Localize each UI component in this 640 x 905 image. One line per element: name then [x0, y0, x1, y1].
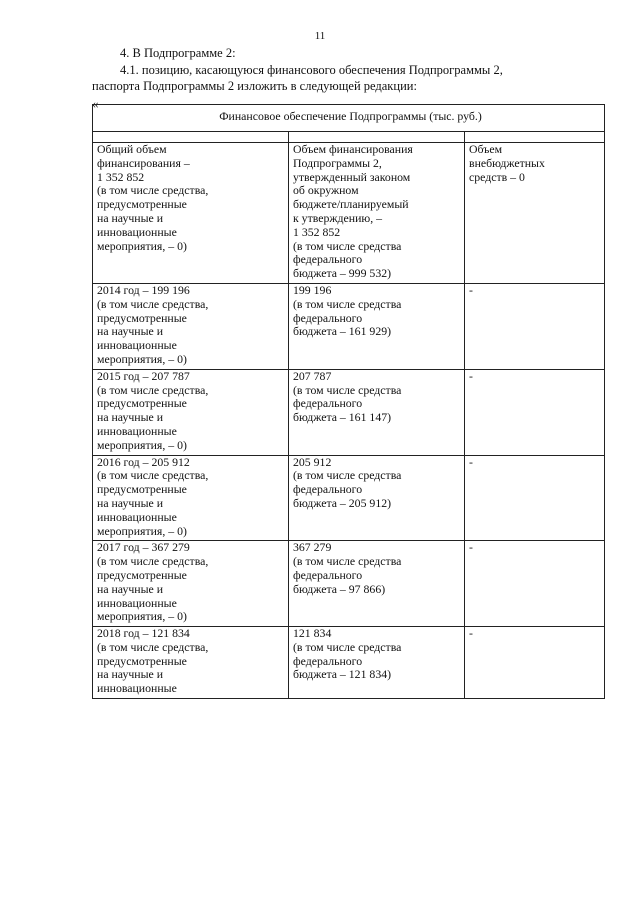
financing-table — [92, 104, 605, 699]
row-2016-extrabudgetary: - — [465, 455, 605, 541]
row-2015-total — [93, 369, 289, 455]
cell-text-line: федерального — [293, 396, 363, 411]
cell-text-line: 205 912 — [293, 454, 332, 469]
intro-line-3: паспорта Подпрограммы 2 изложить в следующей редакции: — [92, 79, 417, 93]
cell-text-line: 1 352 852 — [293, 224, 341, 239]
cell-text-line: 1 352 852 — [97, 169, 145, 184]
cell-text-line: предусмотренные — [97, 482, 187, 497]
cell-text-line: Объем — [469, 142, 503, 156]
cell-text-line: федерального — [293, 252, 363, 267]
cell-text-line: бюджета – 97 866) — [293, 581, 386, 596]
table-title-row — [93, 105, 605, 132]
cell-text-line: 2015 год – 207 787 — [97, 368, 190, 383]
cell-text-line: предусмотренные — [97, 310, 187, 325]
row-2017-subprogram — [289, 541, 465, 627]
cell-text-line: 2014 год – 199 196 — [97, 282, 190, 297]
cell-text-line: федерального — [293, 653, 363, 668]
row-2018-extrabudgetary: - — [465, 627, 605, 699]
cell-text-line: инновационные — [97, 423, 177, 438]
cell-text-line: инновационные — [97, 595, 177, 610]
table-row — [93, 283, 605, 369]
cell-text-line: (в том числе средства — [293, 639, 402, 654]
cell-text-line: федерального — [293, 310, 363, 325]
cell-text-line: на научные и — [97, 667, 164, 682]
intro-line-1: 4. В Подпрограмме 2: — [120, 46, 236, 60]
row-2014-extrabudgetary: - — [465, 283, 605, 369]
cell-text-line: предусмотренные — [97, 653, 187, 668]
cell-text-line: мероприятия, – 0) — [97, 523, 187, 538]
table-header-row — [93, 143, 605, 284]
row-2016-total — [93, 455, 289, 541]
cell-text-line: 2017 год – 367 279 — [97, 540, 190, 555]
row-2015-extrabudgetary: - — [465, 369, 605, 455]
cell-text-line: 2018 год – 121 834 — [97, 626, 190, 641]
opening-quote: « — [92, 96, 99, 111]
cell-text-line: (в том числе средства, — [97, 183, 209, 198]
page-number: 11 — [314, 30, 326, 42]
cell-text-line: на научные и — [97, 495, 164, 510]
row-2017-extrabudgetary: - — [465, 541, 605, 627]
cell-text-line: бюджете/планируемый — [293, 197, 409, 212]
cell-text-line: бюджета – 161 929) — [293, 324, 392, 339]
cell-text-line: федерального — [293, 482, 363, 497]
table-row — [93, 455, 605, 541]
cell-text-line: на научные и — [97, 410, 164, 425]
cell-text-line: мероприятия, – 0) — [97, 609, 187, 624]
cell-text-line: предусмотренные — [97, 396, 187, 411]
row-2018-total — [93, 627, 289, 699]
table-row — [93, 541, 605, 627]
cell-text-line: предусмотренные — [97, 197, 187, 212]
cell-text-line: мероприятия, – 0) — [97, 238, 187, 253]
cell-text-line: бюджета – 121 834) — [293, 667, 392, 682]
cell-text-line: (в том числе средства, — [97, 554, 209, 569]
cell-text-line: (в том числе средства, — [97, 468, 209, 483]
cell-text-line: (в том числе средства — [293, 238, 402, 253]
cell-text-line: Подпрограммы 2, — [293, 155, 382, 170]
cell-text-line: об окружном — [293, 183, 359, 198]
cell-text-line: бюджета – 161 147) — [293, 410, 392, 425]
row-2018-subprogram — [289, 627, 465, 699]
cell-text-line: средств – 0 — [469, 169, 525, 184]
cell-text-line: бюджета – 999 532) — [293, 266, 392, 281]
cell-text-line: к утверждению, – — [293, 210, 382, 225]
header-subprogram-funding — [289, 143, 465, 284]
cell-text-line: предусмотренные — [97, 567, 187, 582]
cell-text-line: 207 787 — [293, 368, 332, 383]
row-2014-total — [93, 283, 289, 369]
row-2016-subprogram — [289, 455, 465, 541]
cell-text-line: на научные и — [97, 324, 164, 339]
cell-text-line: на научные и — [97, 581, 164, 596]
cell-text-line: Объем финансирования — [293, 142, 413, 156]
cell-text-line: (в том числе средства, — [97, 639, 209, 654]
table-title: Финансовое обеспечение Подпрограммы (тыс. руб.) — [93, 105, 605, 132]
cell-text-line: инновационные — [97, 681, 177, 696]
cell-text-line: (в том числе средства — [293, 382, 402, 397]
row-2015-subprogram — [289, 369, 465, 455]
row-2017-total — [93, 541, 289, 627]
cell-text-line: (в том числе средства — [293, 554, 402, 569]
cell-text-line: инновационные — [97, 338, 177, 353]
cell-text-line: (в том числе средства — [293, 468, 402, 483]
cell-text-line: 2016 год – 205 912 — [97, 454, 190, 469]
header-extrabudgetary — [465, 143, 605, 284]
row-2014-subprogram — [289, 283, 465, 369]
cell-text-line: Общий объем — [97, 142, 167, 156]
cell-text-line: (в том числе средства, — [97, 296, 209, 311]
header-total-funding — [93, 143, 289, 284]
cell-text-line: федерального — [293, 567, 363, 582]
intro-line-2: 4.1. позицию, касающуюся финансового обеспечения Подпрограммы 2, — [120, 63, 503, 77]
cell-text-line: инновационные — [97, 224, 177, 239]
cell-text-line: 121 834 — [293, 626, 332, 641]
cell-text-line: финансирования – — [97, 155, 190, 170]
cell-text-line: 367 279 — [293, 540, 332, 555]
cell-text-line: мероприятия, – 0) — [97, 437, 187, 452]
cell-text-line: на научные и — [97, 210, 164, 225]
cell-text-line: утвержденный законом — [293, 169, 411, 184]
cell-text-line: бюджета – 205 912) — [293, 495, 392, 510]
cell-text-line: инновационные — [97, 509, 177, 524]
table-row — [93, 627, 605, 699]
cell-text-line: (в том числе средства — [293, 296, 402, 311]
cell-text-line: внебюджетных — [469, 155, 545, 170]
cell-text-line: мероприятия, – 0) — [97, 351, 187, 366]
cell-text-line: 199 196 — [293, 282, 332, 297]
cell-text-line: (в том числе средства, — [97, 382, 209, 397]
table-row — [93, 369, 605, 455]
table-spacer-row — [93, 132, 605, 143]
